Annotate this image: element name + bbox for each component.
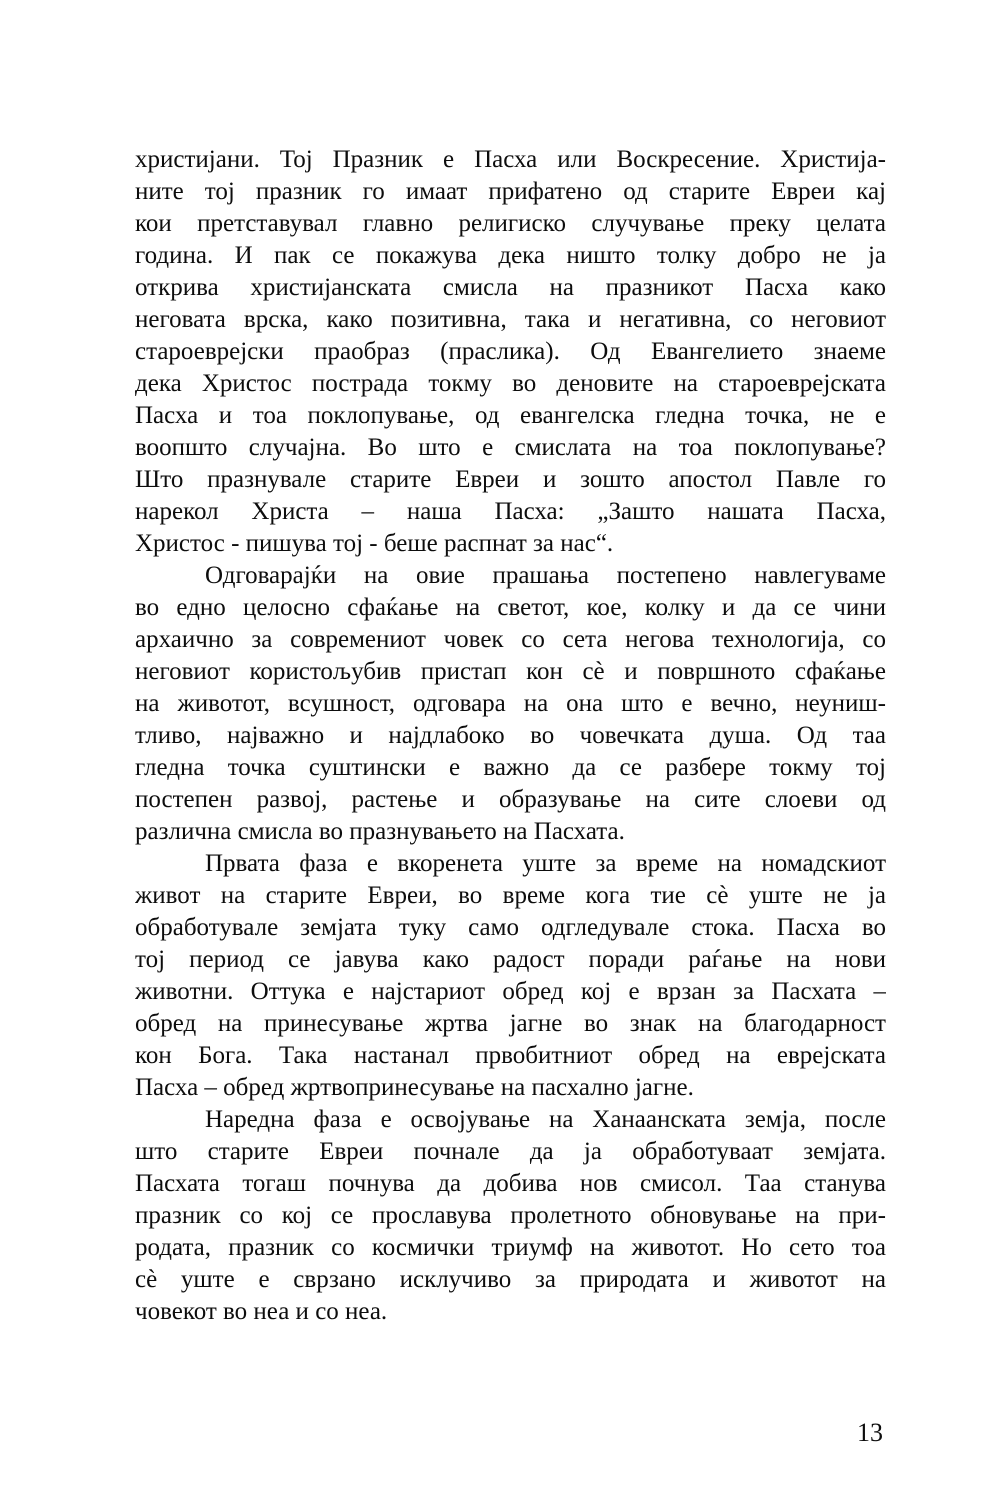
text-line: на животот, всушност, одговара на она што е вечно, неуниш- (135, 690, 886, 717)
text-line: во едно целосно сфаќање на светот, кое, колку и да се чини (135, 594, 886, 621)
text-line: Првата фаза е вкоренета уште за време на номадскиот (205, 850, 886, 877)
text-line: Христос - пишува тој - беше распнат за нас“. (135, 530, 614, 557)
paragraph (135, 848, 886, 1104)
text-line: обработувале земјата туку само одгледувале стока. Пасха во (135, 914, 886, 941)
paragraph (135, 560, 886, 848)
text-line: сè уште е сврзано исклучиво за природата и животот на (135, 1266, 886, 1293)
text-line: воопшто случајна. Во што е смислата на тоа поклопување? (135, 434, 886, 461)
text-line: открива христијанската смисла на празникот Пасха како (135, 274, 886, 301)
text-line: животни. Оттука е најстариот обред кој е врзан за Пасхата – (135, 978, 886, 1005)
text-line: празник со кој се прославува пролетното обновување на при- (135, 1202, 886, 1229)
text-line: неговата врска, како позитивна, така и негативна, со неговиот (135, 306, 886, 333)
text-line: тливо, најважно и најдлабоко во човечката душа. Од таа (135, 722, 886, 749)
text-line: што старите Евреи почнале да ја обработуваат земјата. (135, 1138, 886, 1165)
text-line: Одговарајќи на овие прашања постепено навлегуваме (205, 562, 886, 589)
text-line: гледна точка суштински е важно да се разбере токму тој (135, 754, 886, 781)
paragraph (135, 144, 886, 560)
text-line: староеврејски праобраз (праслика). Од Евангелието знаеме (135, 338, 886, 365)
text-line: ните тој празник го имаат прифатено од старите Евреи кај (135, 178, 886, 205)
text-block (135, 144, 886, 1328)
text-line: Наредна фаза е освојување на Ханаанската земја, после (205, 1106, 886, 1133)
text-line: постепен развој, растење и образување на сите слоеви од (135, 786, 886, 813)
text-line: тој период се јавува како радост поради раѓање на нови (135, 946, 886, 973)
text-line: дека Христос пострада токму во деновите на староеврејската (135, 370, 886, 397)
text-line: Пасхата тогаш почнува да добива нов смисол. Таа станува (135, 1170, 886, 1197)
text-line: човекот во неа и со неа. (135, 1298, 388, 1325)
text-line: христијани. Тој Празник е Пасха или Воскресение. Христија- (135, 146, 886, 173)
paragraph (135, 1104, 886, 1328)
text-line: различна смисла во празнувањето на Пасхата. (135, 818, 625, 845)
text-line: Пасха и тоа поклопување, од евангелска гледна точка, не е (135, 402, 886, 429)
text-line: обред на принесување жртва јагне во знак на благодарност (135, 1010, 886, 1037)
text-line: Што празнувале старите Евреи и зошто апостол Павле го (135, 466, 886, 493)
text-line: кои претставувал главно религиско случување преку целата (135, 210, 886, 237)
text-line: архаично за современиот човек со сета негова технологија, со (135, 626, 886, 653)
text-line: нарекол Христа – наша Пасха: „Зашто нашата Пасха, (135, 498, 886, 525)
text-line: Пасха – обред жртвопринесување на пасхално јагне. (135, 1074, 694, 1101)
text-line: неговиот користољубив пристап кон сè и површното сфаќање (135, 658, 886, 685)
text-line: кон Бога. Така настанал првобитниот обред на еврејската (135, 1042, 886, 1069)
text-line: родата, празник со космички триумф на животот. Но сето тоа (135, 1234, 886, 1261)
page-number: 13 (857, 1418, 883, 1447)
text-line: живот на старите Евреи, во време кога тие сè уште не ја (135, 882, 886, 909)
text-line: година. И пак се покажува дека ништо толку добро не ја (135, 242, 886, 269)
